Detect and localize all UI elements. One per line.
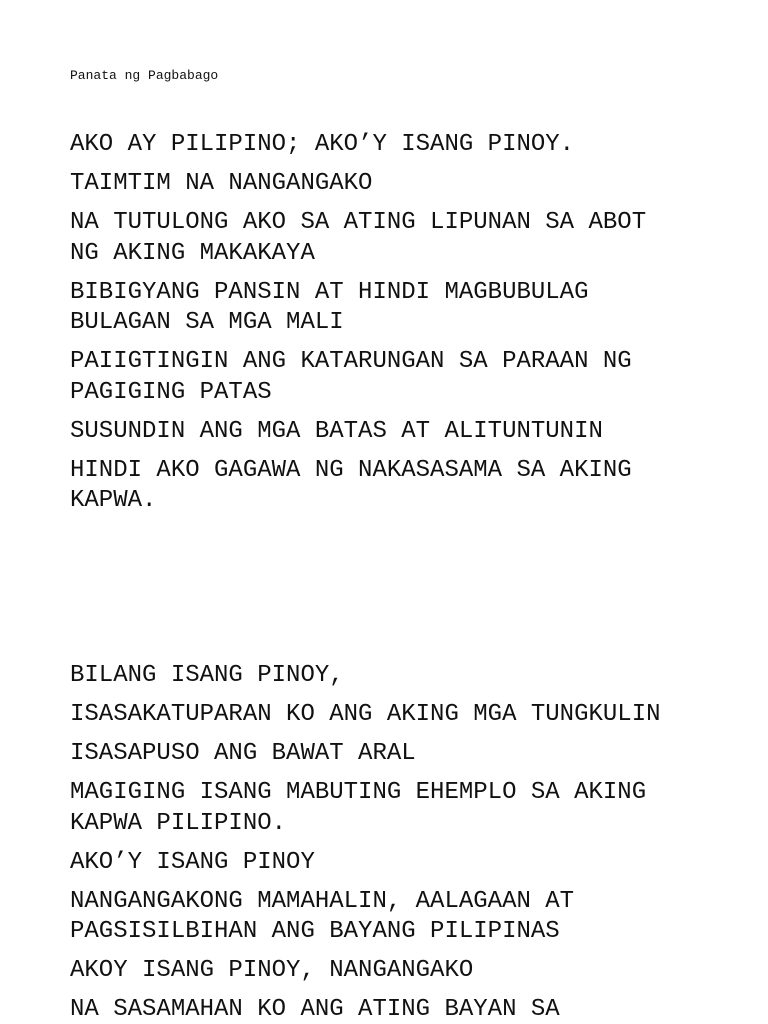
poem-line: BILANG ISANG PINOY,	[70, 662, 344, 689]
poem-line: NANGANGAKONG MAMAHALIN, AALAGAAN AT PAGSISILBIHAN ANG BAYANG PILIPINAS	[70, 887, 575, 945]
poem-line: PAIIGTINGIN ANG KATARUNGAN SA PARAAN NG PAGIGING PATAS	[70, 348, 632, 406]
poem-line: AKO’Y ISANG PINOY	[70, 848, 315, 876]
poem-line: AKOY ISANG PINOY, NANGANGAKO	[70, 957, 474, 984]
poem-line: NA TUTULONG AKO SA ATING LIPUNAN SA ABOT NG AKING MAKAKAYA	[70, 209, 647, 267]
poem-line: ISASAKATUPARAN KO ANG AKING MGA TUNGKULIN	[70, 701, 661, 728]
poem-line: NA SASAMAHAN KO ANG ATING BAYAN SA	[70, 996, 560, 1023]
poem-line: AKO AY PILIPINO; AKO’Y ISANG PINOY.	[70, 131, 575, 158]
poem-line: BIBIGYANG PANSIN AT HINDI MAGBUBULAG BULAGAN SA MGA MALI	[70, 278, 589, 336]
poem-line: TAIMTIM NA NANGANGAKO	[70, 170, 373, 197]
poem-line: SUSUNDIN ANG MGA BATAS AT ALITUNTUNIN	[70, 417, 603, 445]
stanza-two	[70, 661, 710, 1024]
poem-line: ISASAPUSO ANG BAWAT ARAL	[70, 740, 416, 767]
poem-line: MAGIGING ISANG MABUTING EHEMPLO SA AKING KAPWA PILIPINO.	[70, 779, 647, 837]
stanza-one	[70, 130, 710, 525]
document-title: Panata ng Pagbabago	[70, 68, 219, 83]
poem-line: HINDI AKO GAGAWA NG NAKASASAMA SA AKING KAPWA.	[70, 456, 632, 514]
